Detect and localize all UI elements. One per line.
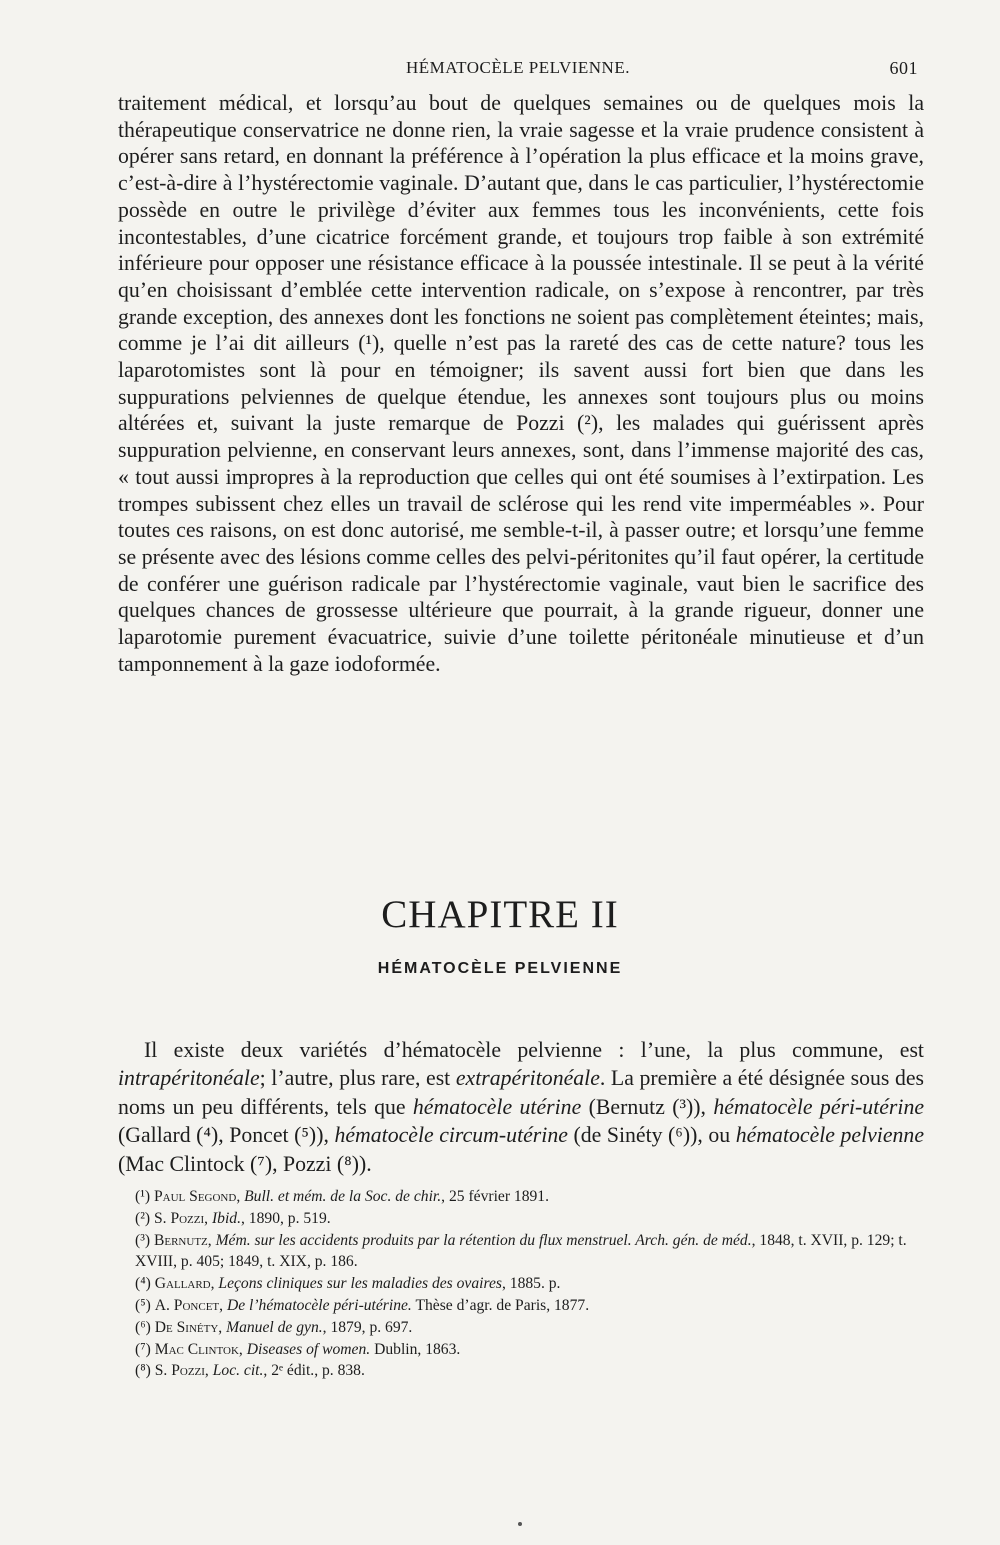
intro-segment: Il existe deux variétés d’hématocèle pelvienne : l’une, la plus commune, est: [144, 1038, 924, 1062]
footnote-reference: Bull. et mém. de la Soc. de chir.: [244, 1188, 442, 1205]
running-title: HÉMATOCÈLE PELVIENNE.: [406, 58, 630, 77]
footnote-details: Dublin, 1863.: [370, 1340, 461, 1358]
footnote: [118, 1317, 924, 1339]
intro-segment: . La première a été désignée sous des noms un peu différents, tels que: [118, 1066, 925, 1119]
footnote-author: S. Pozzi,: [154, 1362, 209, 1380]
footnote-details: , 2ᵉ édit., p. 838.: [263, 1362, 365, 1380]
footnotes: [118, 1186, 924, 1382]
footnote-number: (⁶): [135, 1318, 151, 1336]
footnote-number: (⁴): [135, 1275, 151, 1293]
intro-text: [118, 1036, 924, 1178]
footnote-reference: Leçons cliniques sur les maladies des ovaires: [218, 1275, 502, 1293]
intro-segment: ; l’autre, plus rare, est: [259, 1066, 451, 1091]
page-number: 601: [889, 58, 918, 78]
footnote-number: (¹): [135, 1188, 151, 1205]
footnote: [118, 1186, 924, 1208]
footnote-reference: Ibid.: [211, 1209, 241, 1227]
footnote-author: A. Poncet,: [154, 1296, 224, 1314]
footnote: [118, 1295, 924, 1317]
footnote: [118, 1273, 924, 1295]
section-title: HÉMATOCÈLE PELVIENNE: [377, 960, 623, 977]
footnote-details: , 1885. p.: [501, 1275, 561, 1293]
footnote-author: Gallard,: [154, 1275, 215, 1293]
intro-segment: (Gallard (⁴), Poncet (⁵)),: [118, 1123, 329, 1148]
footnote-details: , 1890, p. 519.: [241, 1209, 331, 1227]
footnote: [118, 1230, 924, 1274]
intro-segment: (Bernutz (³)),: [588, 1094, 706, 1119]
intro-segment: (de Sinéty (⁶)), ou: [573, 1123, 731, 1148]
footnote-author: Mac Clintok,: [154, 1340, 243, 1358]
footnote-number: (⁷): [135, 1340, 151, 1358]
intro-italic: intrapéritonéale: [118, 1066, 260, 1091]
intro-italic: hématocèle circum-utérine: [334, 1123, 568, 1148]
intro-italic: extrapéritonéale: [455, 1066, 600, 1091]
footnote-number: (⁵): [135, 1296, 151, 1314]
printing-mark: [518, 1522, 522, 1526]
footnote: [118, 1208, 924, 1230]
footnote-reference: Diseases of women.: [246, 1340, 371, 1358]
intro-italic: hématocèle péri-utérine: [713, 1094, 925, 1119]
footnote-author: De Sinéty,: [154, 1318, 223, 1336]
footnote-reference: Mém. sur les accidents produits par la rétention du flux menstruel. Arch. gén. de méd.: [215, 1231, 752, 1249]
intro-italic: hématocèle utérine: [412, 1094, 582, 1119]
intro-paragraph: [118, 1036, 924, 1178]
intro-italic: hématocèle pelvienne: [735, 1123, 925, 1148]
footnote-author: Bernutz,: [153, 1231, 212, 1249]
footnote-details: Thèse d’agr. de Paris, 1877.: [411, 1296, 590, 1314]
footnote-author: Paul Segond,: [153, 1188, 241, 1205]
footnote-details: , 1879, p. 697.: [322, 1318, 413, 1336]
footnote-details: , 1848, t. XVII, p. 129; t. XVIII, p. 405; 1849, t. XIX, p. 186.: [135, 1231, 907, 1271]
footnote-number: (³): [135, 1231, 151, 1249]
footnote-details: , 25 février 1891.: [441, 1188, 549, 1205]
body-paragraph: [118, 90, 924, 677]
intro-segment: (Mac Clintock (⁷), Pozzi (⁸)).: [118, 1151, 372, 1176]
footnote-number: (²): [135, 1209, 151, 1227]
footnote: [118, 1360, 924, 1382]
footnote-reference: Manuel de gyn.: [226, 1318, 323, 1336]
running-header: [118, 58, 918, 84]
footnote-number: (⁸): [135, 1362, 151, 1380]
footnote-reference: Loc. cit.: [212, 1362, 264, 1380]
chapter-title: CHAPITRE II: [381, 893, 619, 936]
footnote: [118, 1339, 924, 1361]
body-text: traitement médical, et lorsqu’au bout de quelques semaines ou de quelques mois la thérapeutique conservatrice ne donne rien, la vraie sagesse et la vraie prudence consistent à opérer sans retard, en donnant la préférence à l’opération la plus efficace et la moins grave, c’est-à-dire à l’hystérectomie vaginale. D’autant que, dans le cas particulier, l’hystérectomie possède en outre le privilège d’éviter aux femmes tous les inconvénients, cette fois incontestables, d’une cicatrice forcément grande, et toujours trop faible à son extrémité inférieure pour opposer une résistance efficace à la poussée intestinale. Il se peut à la vérité qu’en choisissant d’emblée cette intervention radicale, on s’expose à rencontrer, par très grande exception, des annexes dont les fonctions ne soient pas complètement éteintes; mais, comme je l’ai dit ailleurs (¹), quelle n’est pas la rareté des cas de cette nature? tous les laparotomistes sont là pour en témoigner; ils savent aussi fort bien que dans les suppurations pelviennes de quelque étendue, les annexes sont toujours plus ou moins altérées et, suivant la juste remarque de Pozzi (²), les malades qui guérissent après suppuration pelvienne, en conservant leurs annexes, sont, dans l’immense majorité des cas, « tout aussi impropres à la reproduction que celles qui ont été soumises à l’extirpation. Les trompes subissent chez elles un travail de sclérose qui les rend vite imperméables ». Pour toutes ces raisons, on est donc autorisé, me semble-t-il, à passer outre; et lorsqu’une femme se présente avec des lésions comme celles des pelvi-péritonites qu’il faut opérer, la certitude de conférer une guérison radicale par l’hystérectomie vaginale, vaut bien le sacrifice des quelques chances de grossesse ultérieure que pourrait, à la grande rigueur, donner une laparotomie purement évacuatrice, suivie d’une toilette péritonéale minutieuse et d’un tamponnement à la gaze iodoformée.: [118, 91, 924, 676]
footnote-author: S. Pozzi,: [153, 1209, 209, 1227]
footnote-reference: De l’hématocèle péri-utérine.: [226, 1296, 412, 1314]
